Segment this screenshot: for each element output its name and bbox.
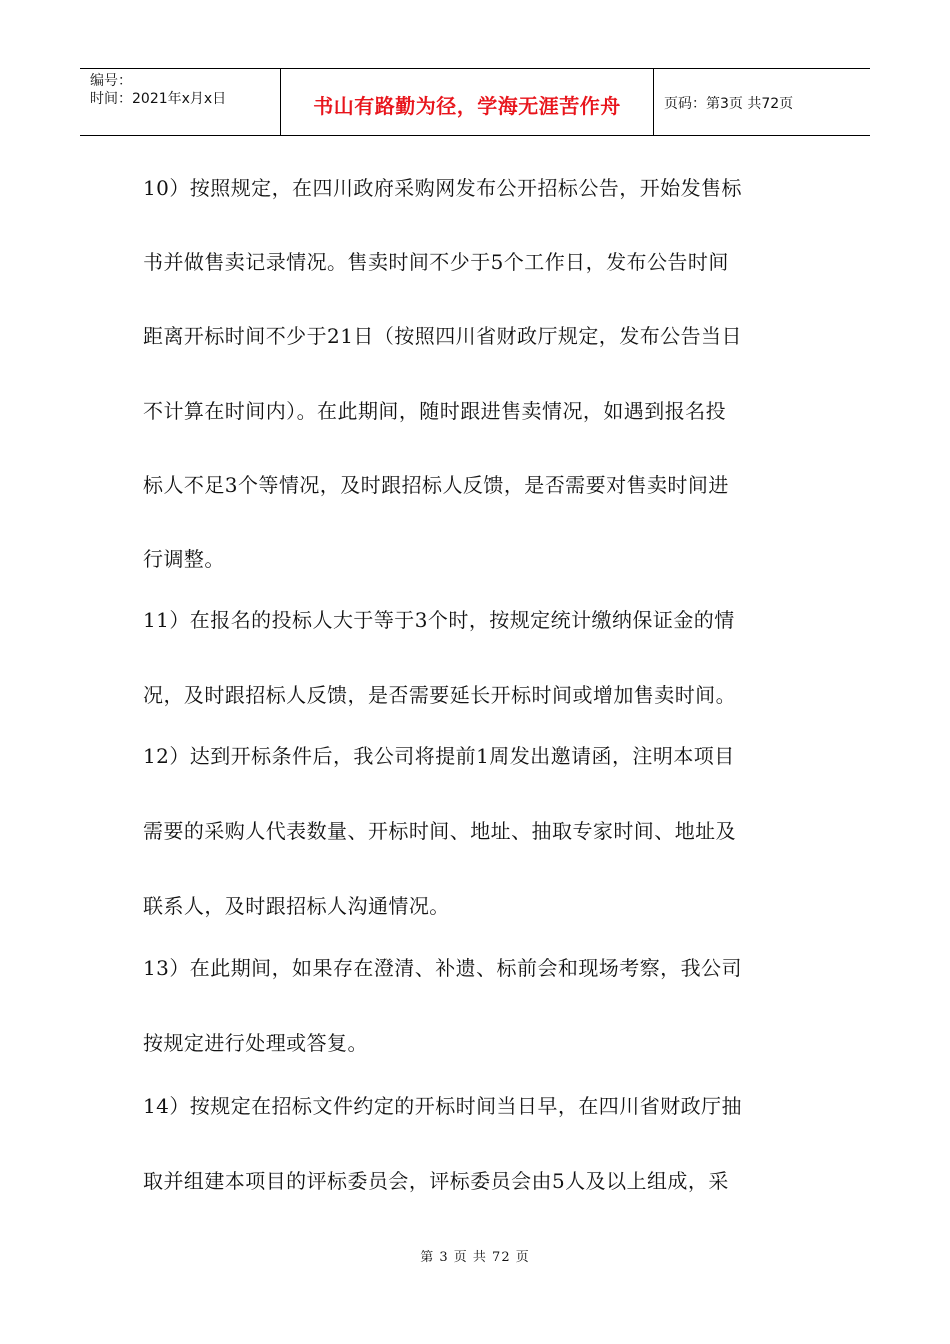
body-line: 13）在此期间，如果存在澄清、补遗、标前会和现场考察，我公司 — [143, 956, 742, 980]
body-line: 距离开标时间不少于21日（按照四川省财政厅规定，发布公告当日 — [143, 324, 742, 348]
body-line: 10）按照规定，在四川政府采购网发布公开招标公告，开始发售标 — [143, 176, 742, 200]
page-header — [80, 68, 870, 136]
body-line: 按规定进行处理或答复。 — [143, 1031, 368, 1055]
body-line: 12）达到开标条件后，我公司将提前1周发出邀请函，注明本项目 — [143, 744, 735, 768]
body-line: 取并组建本项目的评标委员会，评标委员会由5人及以上组成，采 — [143, 1169, 729, 1193]
document-number-label: 编号： — [90, 73, 132, 89]
body-line: 需要的采购人代表数量、开标时间、地址、抽取专家时间、地址及 — [143, 819, 737, 843]
body-line: 行调整。 — [143, 547, 225, 571]
header-page-cell — [654, 69, 870, 135]
body-line: 标人不足3个等情况，及时跟招标人反馈，是否需要对售卖时间进 — [143, 473, 729, 497]
header-motto: 书山有路勤为径，学海无涯苦作舟 — [313, 93, 621, 118]
body-line: 14）按规定在招标文件约定的开标时间当日早，在四川省财政厅抽 — [143, 1094, 742, 1118]
document-date-label: 时间：2021年x月x日 — [90, 91, 227, 107]
page-footer: 第 3 页 共 72 页 — [420, 1250, 530, 1265]
body-line: 不计算在时间内）。在此期间，随时跟进售卖情况，如遇到报名投 — [143, 399, 727, 423]
header-motto-cell — [281, 69, 654, 135]
header-page-info: 页码：第3页 共72页 — [664, 96, 794, 112]
body-line: 联系人，及时跟招标人沟通情况。 — [143, 894, 450, 918]
header-left-cell — [80, 69, 281, 135]
body-line: 况，及时跟招标人反馈，是否需要延长开标时间或增加售卖时间。 — [143, 683, 737, 707]
body-line: 书并做售卖记录情况。售卖时间不少于5个工作日，发布公告时间 — [143, 250, 729, 274]
body-line: 11）在报名的投标人大于等于3个时，按规定统计缴纳保证金的情 — [143, 608, 735, 632]
